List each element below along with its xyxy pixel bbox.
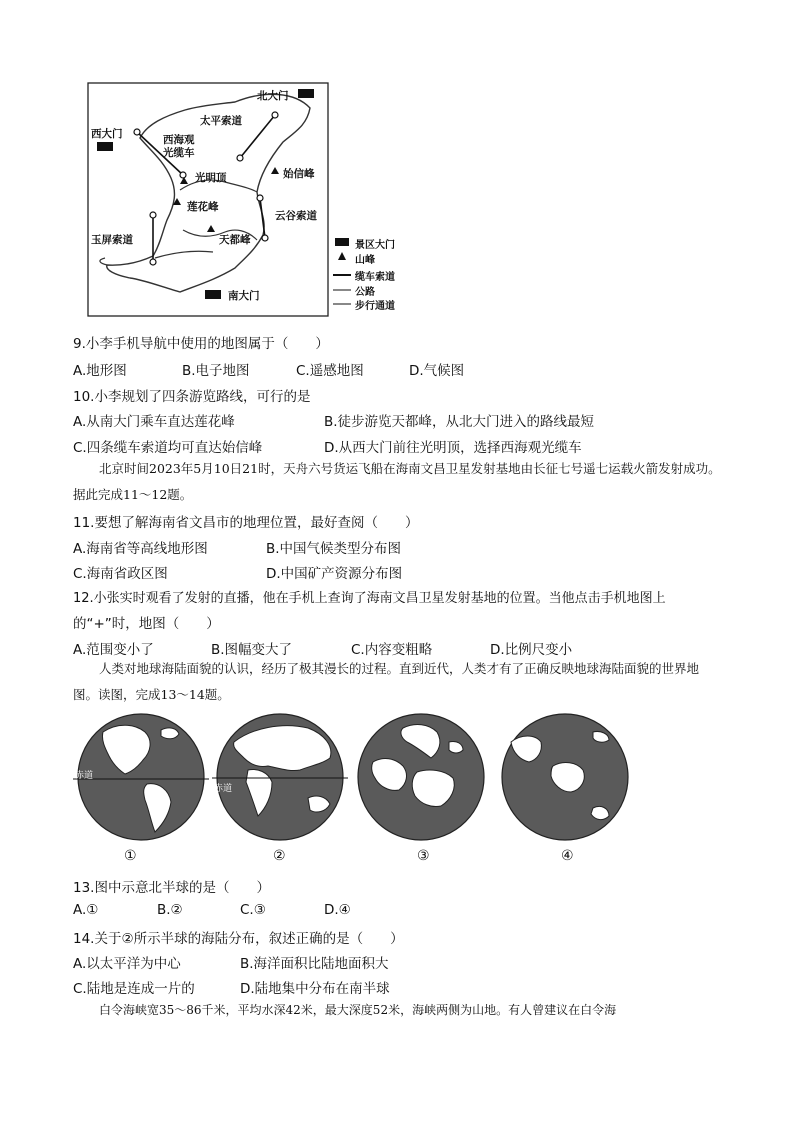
legend-road: 公路 [355, 287, 375, 298]
label-tiandu-peak: 天都峰 [219, 234, 251, 246]
q13-option-c[interactable]: C.③ [240, 902, 266, 918]
legend-peak: 山峰 [355, 255, 375, 266]
label-south-gate: 南大门 [228, 290, 260, 302]
label-xihai-cable: 西海观光缆车 [163, 134, 195, 159]
globe-4 [497, 712, 633, 842]
label-yungu-cable: 云谷索道 [275, 210, 317, 222]
q9-option-d[interactable]: D.气候图 [409, 363, 465, 379]
q13-option-a[interactable]: A.① [73, 902, 99, 918]
q10-option-d[interactable]: D.从西大门前往光明顶，选择西海观光缆车 [324, 440, 582, 456]
q13-option-b[interactable]: B.② [157, 902, 183, 918]
context-paragraph-world-map: 人类对地球海陆面貌的认识，经历了极其漫长的过程。直到近代，人类才有了正确反映地球海陆面貌的世界地图。读图，完成13～14题。 [73, 661, 700, 702]
q12-option-d[interactable]: D.比例尺变小 [490, 642, 573, 658]
q12-option-a[interactable]: A.范围变小了 [73, 642, 154, 658]
q10-option-a[interactable]: A.从南大门乘车直达莲花峰 [73, 414, 235, 430]
globe-1 [73, 712, 209, 842]
label-west-gate: 西大门 [91, 128, 123, 140]
question-14-stem: 14.关于②所示半球的海陆分布，叙述正确的是（ ） [73, 931, 404, 947]
label-yuping-cable: 玉屏索道 [91, 234, 133, 246]
question-9-stem: 9.小李手机导航中使用的地图属于（ ） [73, 336, 329, 352]
label-lianhua-peak: 莲花峰 [187, 201, 219, 213]
q11-option-b[interactable]: B.中国气候类型分布图 [266, 541, 402, 557]
q13-option-d[interactable]: D.④ [324, 902, 351, 918]
q12-option-c[interactable]: C.内容变粗略 [351, 642, 433, 658]
q14-option-b[interactable]: B.海洋面积比陆地面积大 [240, 956, 389, 972]
question-10-stem: 10.小李规划了四条游览路线，可行的是 [73, 389, 311, 405]
q12-option-b[interactable]: B.图幅变大了 [211, 642, 293, 658]
q14-option-c[interactable]: C.陆地是连成一片的 [73, 981, 195, 997]
q10-option-b[interactable]: B.徒步游览天都峰，从北大门进入的路线最短 [324, 414, 595, 430]
globe-label-2: ② [273, 848, 286, 864]
globe-label-4: ④ [561, 848, 574, 864]
question-11-stem: 11.要想了解海南省文昌市的地理位置，最好查阅（ ） [73, 515, 419, 531]
label-taiping-cable: 太平索道 [200, 115, 242, 127]
globe-label-3: ③ [417, 848, 430, 864]
equator-label-1: 赤道 [75, 771, 94, 781]
globe-3 [353, 712, 489, 842]
q14-option-a[interactable]: A.以太平洋为中心 [73, 956, 181, 972]
question-12-stem-line2: 的“+”时，地图（ ） [73, 616, 220, 632]
q9-option-b[interactable]: B.电子地图 [182, 363, 250, 379]
globe-label-1: ① [124, 848, 137, 864]
scenic-area-map [85, 80, 415, 320]
q14-option-d[interactable]: D.陆地集中分布在南半球 [240, 981, 390, 997]
legend-walk: 步行通道 [355, 301, 395, 312]
q11-option-a[interactable]: A.海南省等高线地形图 [73, 541, 208, 557]
legend-cable: 缆车索道 [355, 272, 395, 283]
question-12-stem-line1: 12.小张实时观看了发射的直播，他在手机上查询了海南文昌卫星发射基地的位置。当他点击手机地图上 [73, 591, 666, 606]
equator-label-2: 赤道 [214, 784, 233, 794]
globe-2 [212, 712, 348, 842]
q9-option-a[interactable]: A.地形图 [73, 363, 127, 379]
q10-option-c[interactable]: C.四条缆车索道均可直达始信峰 [73, 440, 263, 456]
q9-option-c[interactable]: C.遥感地图 [296, 363, 364, 379]
context-paragraph-bering: 白令海峡宽35～86千米，平均水深42米，最大深度52米，海峡两侧为山地。有人曾建议在白令海 [99, 1003, 617, 1017]
q11-option-c[interactable]: C.海南省政区图 [73, 566, 168, 582]
q11-option-d[interactable]: D.中国矿产资源分布图 [266, 566, 403, 582]
legend-gate: 景区大门 [355, 240, 395, 251]
question-13-stem: 13.图中示意北半球的是（ ） [73, 880, 270, 896]
label-shixin-peak: 始信峰 [283, 168, 315, 180]
label-north-gate: 北大门 [257, 90, 289, 102]
context-paragraph-launch: 北京时间2023年5月10日21时，天舟六号货运飞船在海南文昌卫星发射基地由长征七号遥七运载火箭发射成功。据此完成11～12题。 [73, 461, 721, 502]
label-guangming-peak: 光明顶 [195, 172, 227, 184]
